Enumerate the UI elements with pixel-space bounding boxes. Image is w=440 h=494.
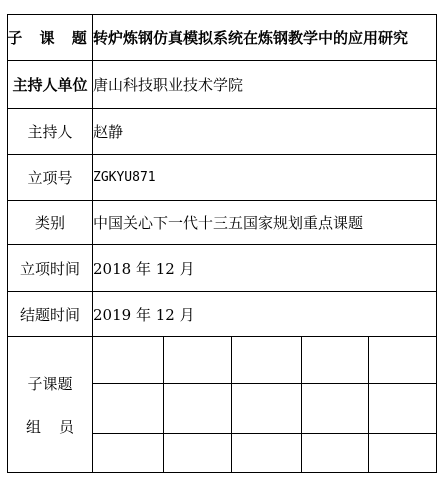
member-cell [232, 384, 302, 434]
member-cell [302, 384, 369, 434]
value-end-date: 2019 年 12 月 [93, 305, 195, 324]
label-members-line2: 组员 [26, 417, 93, 436]
label-start-date: 立项时间 [8, 245, 93, 291]
member-cell [369, 384, 436, 434]
member-cell [164, 384, 232, 434]
member-cell [164, 434, 232, 472]
label-project-number: 立项号 [8, 155, 93, 200]
row-start-date [8, 245, 436, 292]
label-members-line1: 子课题 [27, 374, 73, 393]
project-info-form [7, 14, 437, 473]
row-end-date [8, 292, 436, 337]
member-cell [232, 434, 302, 472]
value-host-unit: 唐山科技职业技术学院 [93, 76, 244, 94]
member-cell [369, 434, 436, 472]
member-cell [93, 434, 164, 472]
member-cell [232, 337, 302, 384]
row-members [8, 337, 436, 472]
label-host-unit: 主持人单位 [8, 61, 93, 108]
value-category: 中国关心下一代十三五国家规划重点课题 [93, 214, 364, 232]
label-end-date: 结题时间 [8, 292, 93, 336]
row-host-person [8, 109, 436, 155]
value-host-person: 赵静 [93, 123, 124, 141]
members-grid [93, 337, 436, 472]
member-cell [93, 337, 164, 384]
member-cell [93, 384, 164, 434]
member-cell [302, 434, 369, 472]
value-project-number: ZGKYU871 [93, 170, 156, 185]
member-cell [369, 337, 436, 384]
value-subproject-title: 转炉炼钢仿真模拟系统在炼钢教学中的应用研究 [93, 29, 409, 47]
label-members [8, 337, 93, 472]
row-category [8, 201, 436, 245]
label-subproject-title: 子 课 题 [8, 15, 93, 60]
member-cell [302, 337, 369, 384]
value-start-date: 2018 年 12 月 [93, 259, 195, 278]
row-subproject-title [8, 15, 436, 61]
label-category: 类别 [8, 201, 93, 244]
row-project-number [8, 155, 436, 201]
row-host-unit [8, 61, 436, 109]
label-host-person: 主持人 [8, 109, 93, 154]
member-cell [164, 337, 232, 384]
